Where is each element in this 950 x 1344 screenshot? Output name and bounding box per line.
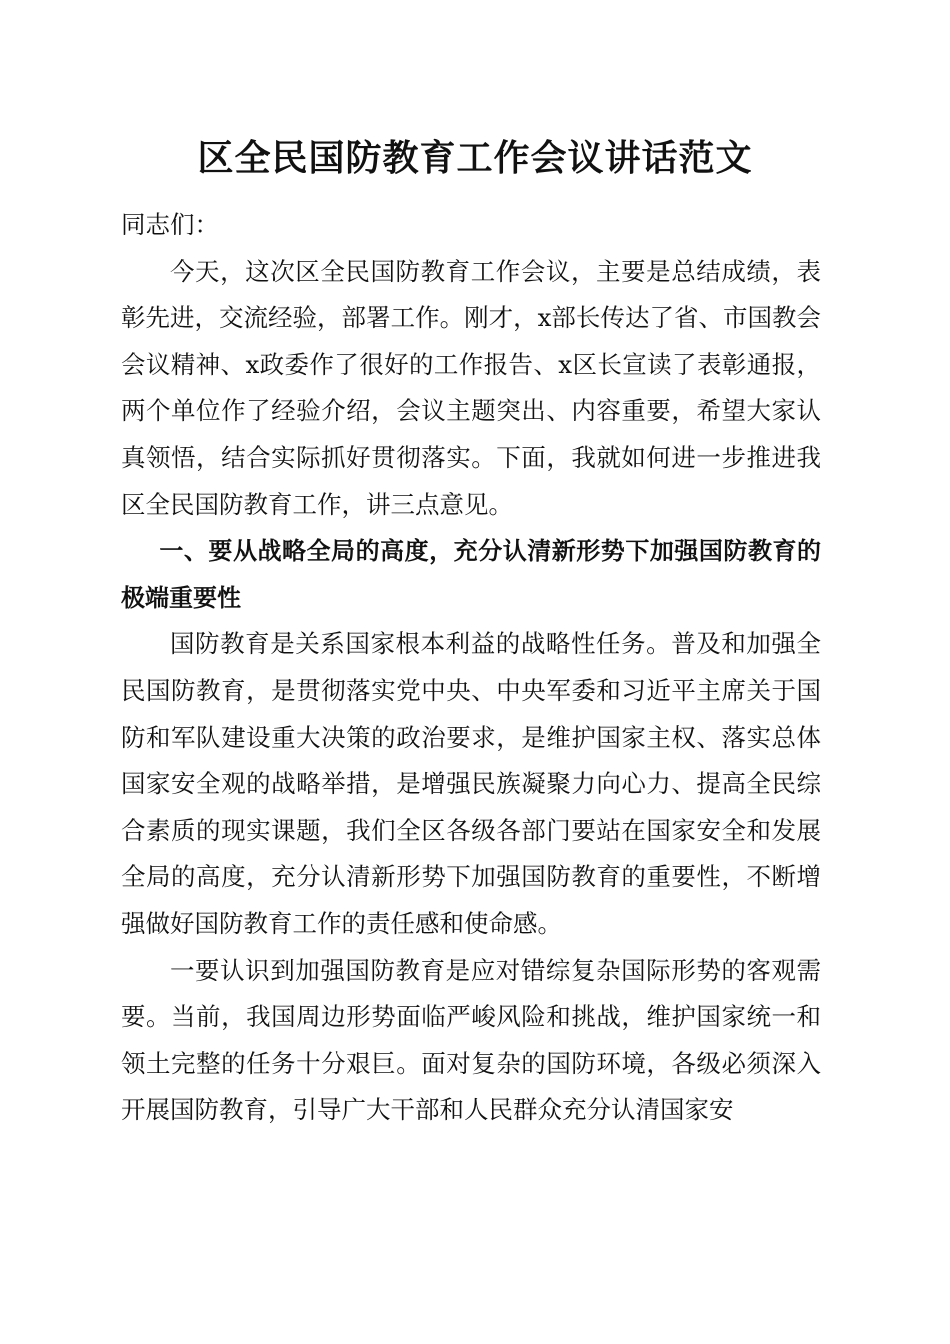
section-1-paragraph-2: 一要认识到加强国防教育是应对错综复杂国际形势的客观需要。当前，我国周边形势面临严峻风险和挑战，维护国家统一和领土完整的任务十分艰巨。面对复杂的国防环境，各级必须深入开展国防教育，引导广大干部和人民群众充分认清国家安	[121, 955, 821, 1125]
salutation: 同志们：	[121, 210, 219, 239]
section-heading-1: 一、要从战略全局的高度，充分认清新形势下加强国防教育的极端重要性	[121, 537, 821, 612]
document-title: 区全民国防教育工作会议讲话范文	[197, 137, 753, 179]
document-body	[121, 202, 821, 1134]
intro-paragraph: 今天，这次区全民国防教育工作会议，主要是总结成绩，表彰先进，交流经验，部署工作。刚才，x部长传达了省、市国教会会议精神、x政委作了很好的工作报告、x区长宣读了表彰通报，两个单位作了经验介绍，会议主题突出、内容重要，希望大家认真领悟，结合实际抓好贯彻落实。下面，我就如何进一步推进我区全民国防教育工作，讲三点意见。	[121, 256, 821, 519]
section-1-paragraph-1: 国防教育是关系国家根本利益的战略性任务。普及和加强全民国防教育，是贯彻落实党中央、中央军委和习近平主席关于国防和军队建设重大决策的政治要求，是维护国家主权、落实总体国家安全观的战略举措，是增强民族凝聚力向心力、提高全民综合素质的现实课题，我们全区各级各部门要站在国家安全和发展全局的高度，充分认清新形势下加强国防教育的重要性，不断增强做好国防教育工作的责任感和使命感。	[121, 629, 821, 938]
